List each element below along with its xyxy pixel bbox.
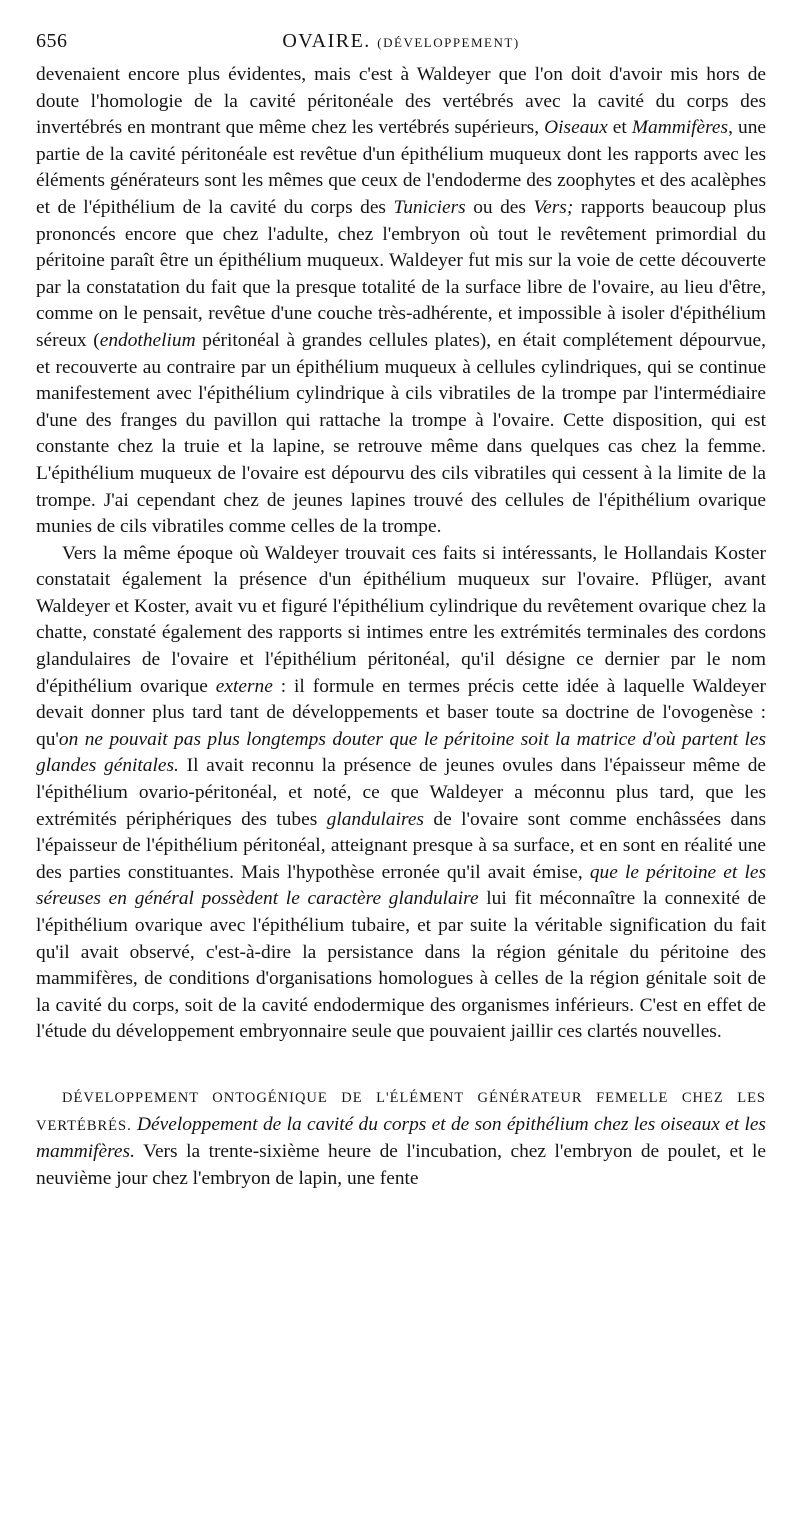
section-gap [36, 1046, 766, 1084]
body-text: Vers la trente-sixième heure de l'incubation, chez l'embryon de poulet, et le neuvième jour chez l'embryon de lapin, une fente [36, 1141, 766, 1189]
body-text: et [607, 117, 632, 139]
document-page [36, 28, 766, 1192]
italic-text: on ne pouvait pas plus longtemps douter que le péritoine soit la matrice d'où partent les glandes génitales. [36, 728, 766, 777]
body-text: lui fit méconnaître la connexité de l'épithélium ovarique avec l'épithélium tubaire, et par suite la véritable signification du fait qu'il avait observé, c'est-à-dire la persistance dans la région génitale du péritoine des mammifères, de conditions d'organisations homologues à celles de la région génitale soit de la cavité du corps, soit de la cavité endodermique des organismes inférieurs. C'est en effet de l'étude du développement embryonnaire seule que pouvaient jaillir ces clartés nouvelles. [36, 888, 766, 1043]
running-subtitle: (DÉVELOPPEMENT) [377, 35, 520, 50]
running-head [36, 28, 766, 57]
section-heading: DÉVELOPPEMENT ONTOGÉNIQUE DE L'ÉLÉMENT GÉNÉRATEUR FEMELLE CHEZ LES VERTÉBRÉS. [36, 1089, 766, 1134]
italic-text: glandulaires [326, 808, 424, 830]
body-text: Il avait reconnu la présence de jeunes ovules dans l'épaisseur même de l'épithélium ovario-péritonéal, et noté, ce que Waldeyer a méconnu plus tard, que les extrémités périphériques des tubes [36, 755, 767, 830]
body-text: péritonéal à grandes cellules plates), en était complétement dépourvue, et recouverte au contraire par un épithélium muqueux à cellules cylindriques, qui se continue manifestement avec l'épithélium cylindrique à cils vibratiles de la trompe par l'intermédiaire d'une des franges du pavillon qui rattache la trompe à l'ovaire. Cette disposition, qui est constante chez la truie et la lapine, se retrouve même dans quelques cas chez la femme. L'épithélium muqueux de l'ovaire est dépourvu des cils vibratiles qui cessent à la limite de la trompe. J'ai cependant chez de jeunes lapines trouvé des cellules de l'épithélium ovarique munies de cils vibratiles comme celles de la trompe. [36, 329, 766, 538]
body-text: , une partie de la cavité péritonéale est revêtue d'un épithélium muqueux dont les rapports avec les éléments générateurs sont les mêmes que ceux de l'endoderme des zoophytes et des acalèphes et de l'épithélium de la cavité du corps des [36, 117, 766, 218]
body-text: de l'ovaire sont comme enchâssées dans l'épaisseur de l'épithélium péritonéal, atteignant presque à sa surface, et en sont en réalité une des parties constituantes. Mais l'hypothèse erronée qu'il avait émise, [36, 808, 766, 883]
paragraph-3 [36, 1084, 766, 1192]
body-text: rapports beaucoup plus prononcés encore que chez l'adulte, chez l'embryon où tout le revêtement primordial du péritoine paraît être un épithélium muqueux. Waldeyer fut mis sur la voie de cette découverte par la constatation du fait que la presque totalité de la surface libre de l'ovaire, au lieu d'être, comme on le pensait, revêtue d'une couche très-adhérente, et impossible à isoler d'épithélium séreux ( [36, 196, 766, 351]
paragraph-2 [36, 541, 766, 1046]
page-number: 656 [36, 30, 68, 52]
italic-text: que le péritoine et les séreuses en général possèdent le caractère glandulaire [36, 861, 766, 910]
body-text: ou des [465, 196, 534, 218]
running-title: OVAIRE. [282, 30, 371, 52]
body-text: : il formule en termes précis cette idée à laquelle Waldeyer devait donner plus tard tant de développements et baser toute sa doctrine de l'ovogenèse : qu' [36, 675, 766, 750]
italic-text: Vers; [533, 196, 574, 218]
italic-text: Tuniciers [393, 196, 466, 218]
body-text: devenaient encore plus évidentes, mais c'est à Waldeyer que l'on doit d'avoir mis hors de doute l'homologie de la cavité péritonéale des vertébrés avec la cavité du corps des invertébrés en montrant que même chez les vertébrés supérieurs, [36, 64, 766, 139]
italic-text: endothelium [99, 329, 196, 351]
italic-text: Oiseaux [544, 117, 608, 139]
italic-text: Développement de la cavité du corps et de son épithélium chez les oiseaux et les mammifères. [36, 1113, 766, 1163]
body-text: Vers la même époque où Waldeyer trouvait ces faits si intéressants, le Hollandais Koster constatait également la présence d'un épithélium muqueux sur l'ovaire. Pflüger, avant Waldeyer et Koster, avait vu et figuré l'épithélium cylindrique du revêtement ovarique chez la chatte, constaté également des rapports si intimes entre les extrémités terminales des cordons glandulaires de l'ovaire et l'épithélium péritonéal, qu'il désigne ce dernier par le nom d'épithélium ovarique [36, 542, 766, 697]
page-header [36, 28, 766, 54]
italic-text: Mammifères [631, 117, 729, 139]
italic-text: externe [215, 675, 273, 697]
paragraph-1 [36, 62, 766, 541]
